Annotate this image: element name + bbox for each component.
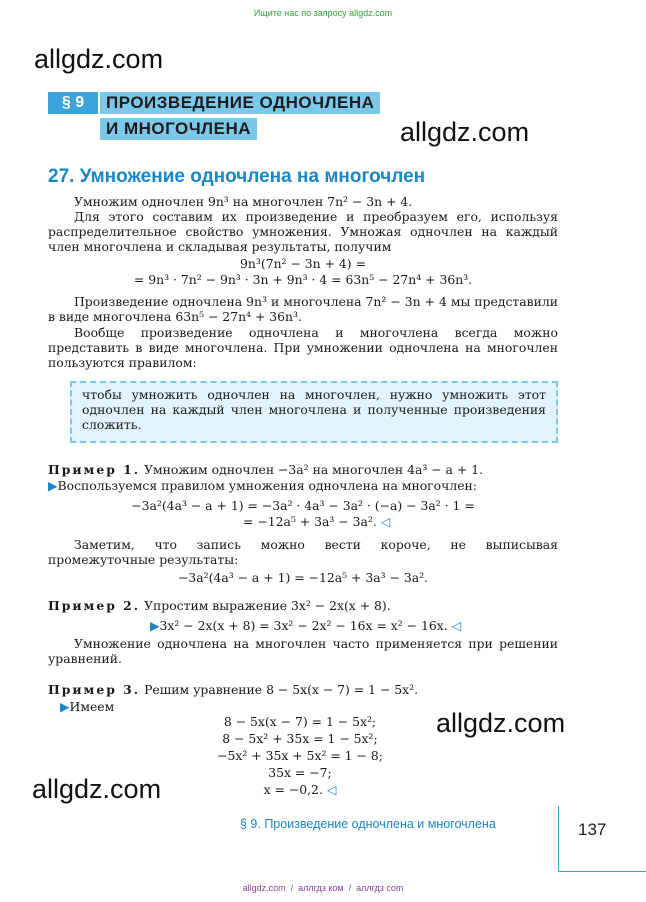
example-3-equations: [200, 713, 400, 798]
equation-step: 35x = −7;: [268, 765, 332, 780]
example-1-rule-ref: Воспользуемся правилом умножения одночлена на многочлен:: [57, 478, 477, 493]
equation-step-final: [200, 781, 400, 798]
example-1-note: Заметим, что запись можно вести короче, не выписывая промежуточные результаты:: [48, 537, 558, 568]
equation-step: −5x² + 35x + 5x² = 1 − 8;: [217, 748, 383, 763]
section-badge: § 9: [48, 92, 98, 114]
example-3-have: Имеем: [69, 699, 115, 714]
example-1-formula-2-row: [243, 514, 390, 529]
example-2-text: Упростим выражение 3x² − 2x(x + 8).: [144, 598, 391, 613]
running-title: § 9. Произведение одночлена и многочлена: [240, 817, 496, 831]
example-2-header: [48, 598, 391, 613]
general-paragraph: Вообще произведение одночлена и многочлена всегда можно представить в виде многочлена. При умножении одночлена на многочлен пользуются правилом:: [48, 325, 558, 371]
rule-text: чтобы умножить одночлен на многочлен, нужно умножить этот одночлен на каждый член многочлена и полученные произведения сложить.: [82, 387, 546, 433]
top-search-note: Ищите нас по запросу allgdz.com: [253, 8, 393, 18]
example-1-formula-1: −3a²(4a³ − a + 1) = −3a² · 4a³ − 3a² · (−a) − 3a² · 1 =: [131, 498, 475, 513]
example-2-formula: 3x² − 2x(x + 8) = 3x² − 2x² − 16x = x² − 16x.: [159, 618, 448, 633]
equation-answer: x = −0,2.: [263, 782, 323, 797]
solution-start-icon: ▶: [48, 478, 58, 493]
watermark-top-left: allgdz.com: [34, 44, 164, 74]
example-1-formula-2: = −12a⁵ + 3a³ − 3a².: [243, 514, 377, 529]
example-3-line2: [60, 699, 114, 714]
footer-horizontal-rule: [558, 871, 646, 872]
example-3-text: Решим уравнение 8 − 5x(x − 7) = 1 − 5x².: [144, 682, 419, 697]
example-1-text: Умножим одночлен −3a² на многочлен 4a³ − a + 1.: [144, 462, 484, 477]
topic-heading: 27. Умножение одночлена на многочлен: [48, 166, 426, 187]
watermark-top-right: allgdz.com: [400, 117, 530, 147]
page-number: 137: [578, 820, 607, 839]
equation-step: 8 − 5x(x − 7) = 1 − 5x²;: [223, 714, 377, 729]
example-2-label: Пример 2.: [48, 598, 141, 613]
product-paragraph: Произведение одночлена 9n³ и многочлена 7n² − 3n + 4 мы представили в виде многочлена 63n⁵ − 27n⁴ + 36n³.: [48, 294, 558, 325]
example-1-formula-3: −3a²(4a³ − a + 1) = −12a⁵ + 3a³ − 3a².: [177, 570, 428, 585]
formula-line-2: = 9n³ · 7n² − 9n³ · 3n + 9n³ · 4 = 63n⁵ − 27n⁴ + 36n³.: [133, 272, 473, 287]
example-3-label: Пример 3.: [48, 682, 141, 697]
footer-vertical-rule: [558, 806, 559, 872]
section-title-line1: ПРОИЗВЕДЕНИЕ ОДНОЧЛЕНА: [100, 92, 380, 114]
solution-start-icon: ▶: [150, 618, 160, 633]
example-2-formula-row: [150, 618, 461, 633]
solution-end-icon: ◁: [451, 618, 462, 633]
watermark-mid-right: allgdz.com: [436, 708, 566, 738]
section-title-line2: И МНОГОЧЛЕНА: [100, 118, 257, 140]
watermark-bottom-left: allgdz.com: [32, 774, 162, 804]
rule-box: [70, 381, 558, 443]
formula-line-1: 9n³(7n² − 3n + 4) =: [240, 256, 366, 271]
solution-end-icon: ◁: [326, 782, 337, 797]
example-1-line2: [48, 478, 477, 493]
example-3-header: [48, 682, 418, 697]
solution-end-icon: ◁: [380, 514, 391, 529]
equation-step: 8 − 5x² + 35x = 1 − 5x²;: [222, 731, 378, 746]
solution-start-icon: ▶: [60, 699, 70, 714]
intro-paragraph: Для этого составим их произведение и преобразуем его, используя распределительное свойство умножения. Умножая одночлен на каждый член многочлена и складывая результаты, получим: [48, 209, 558, 255]
example-2-note: Умножение одночлена на многочлен часто применяется при решении уравнений.: [48, 636, 558, 667]
example-1-label: Пример 1.: [48, 462, 141, 477]
bottom-watermark-line: allgdz.com / аллгдз ком / аллгдз com: [242, 883, 404, 893]
intro-line: Умножим одночлен 9n³ на многочлен 7n² − 3n + 4.: [74, 194, 413, 209]
example-1-header: [48, 462, 483, 477]
